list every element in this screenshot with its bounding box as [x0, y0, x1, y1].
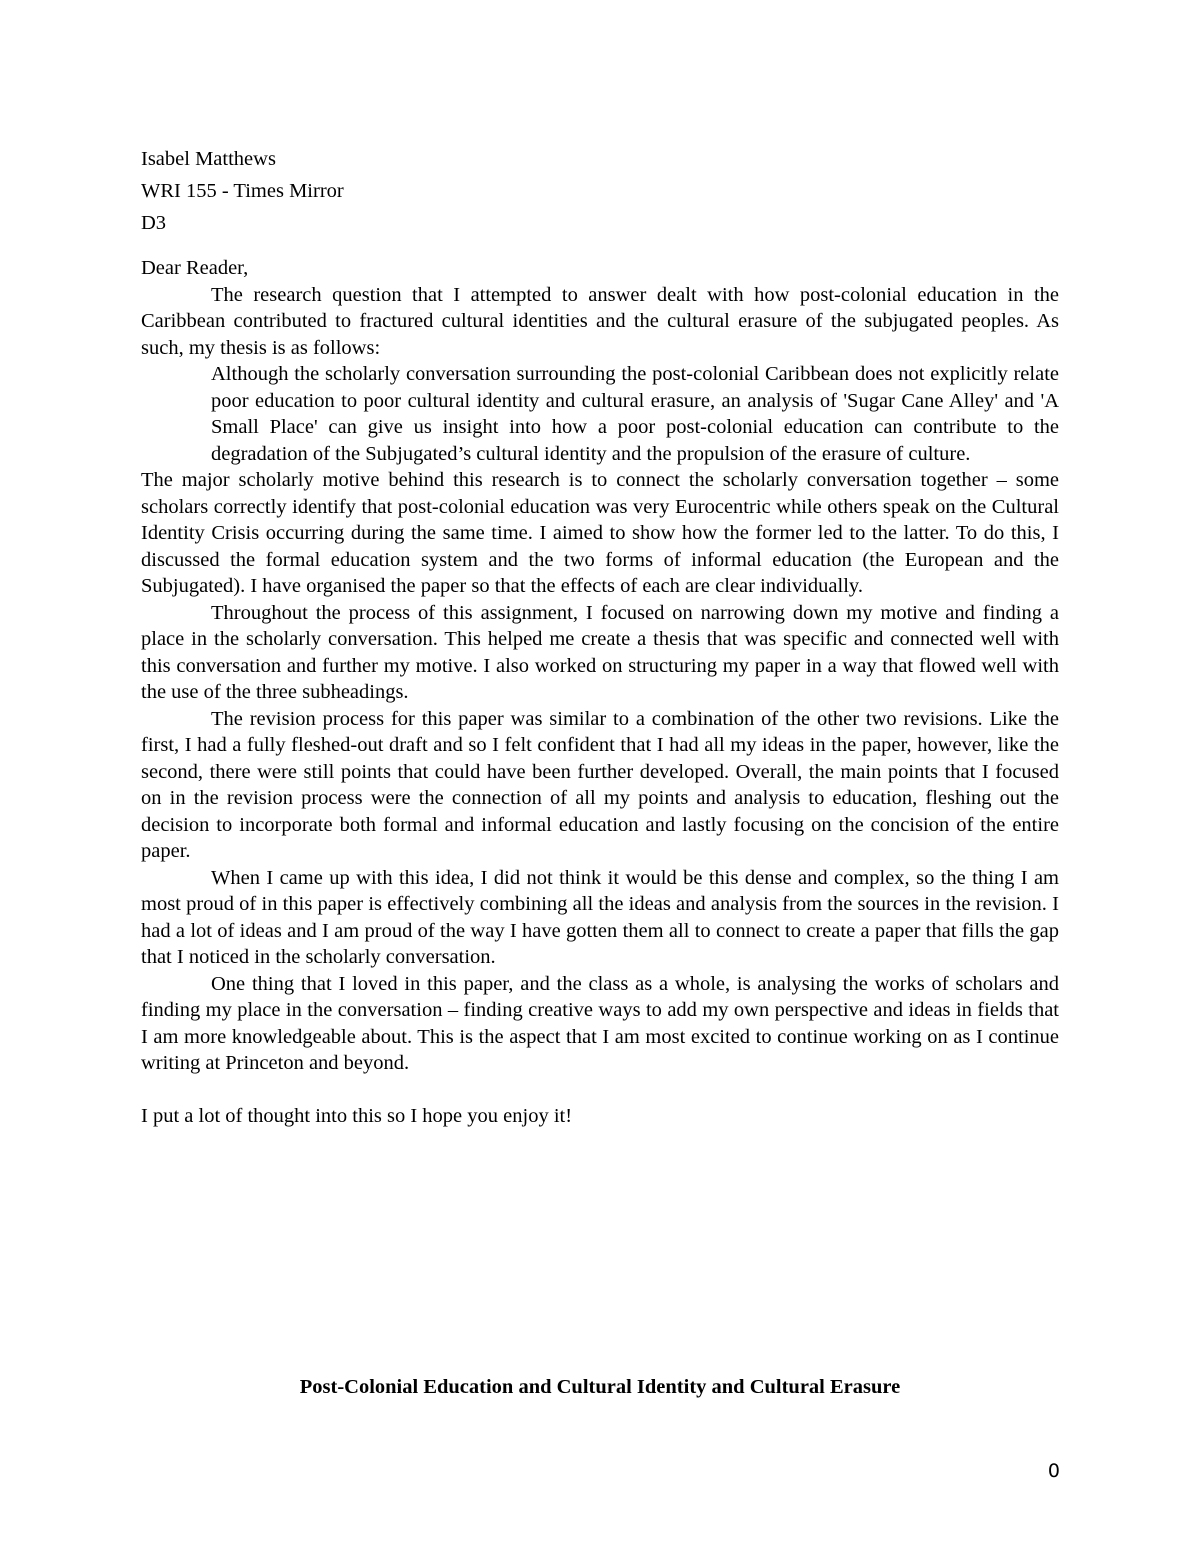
intro-paragraph: The research question that I attempted to answer dealt with how post-colonial education in the Caribbean contributed to fractured cultural identities and the cultural erasure of the subjugated peoples. As such, my thesis is as follows:	[141, 283, 1059, 359]
motive-paragraph: The major scholarly motive behind this research is to connect the scholarly conversation together – some scholars correctly identify that post-colonial education was very Eurocentric while others speak on the Cultural Identity Crisis occurring during the same time. I aimed to show how the former led to the latter. To do this, I discussed the formal education system and the two forms of informal education (the European and the Subjugated). I have organised the paper so that the effects of each are clear individually.	[141, 469, 1059, 597]
page-number: 0	[1047, 1460, 1060, 1482]
process-paragraph: Throughout the process of this assignment, I focused on narrowing down my motive and finding a place in the scholarly conversation. This helped me create a thesis that was specific and connected well with this conversation and further my motive. I also worked on structuring my paper in a way that flowed well with the use of the three subheadings.	[141, 601, 1059, 703]
draft-label: D3	[141, 212, 167, 234]
proud-paragraph: When I came up with this idea, I did not think it would be this dense and complex, so the thing I am most proud of in this paper is effectively combining all the ideas and analysis from the sources in the revision. I had a lot of ideas and I am proud of the way I have gotten them all to connect to create a paper that fills the gap that I noticed in the scholarly conversation.	[141, 866, 1059, 968]
salutation: Dear Reader,	[141, 257, 249, 279]
revision-paragraph: The revision process for this paper was similar to a combination of the other two revisions. Like the first, I had a fully fleshed-out draft and so I felt confident that I had all my ideas in the paper, however, like the second, there were still points that could have been further developed. Overall, the main points that I focused on in the revision process were the connection of all my points and analysis to education, fleshing out the decision to incorporate both formal and informal education and lastly focusing on the concision of the entire paper.	[141, 707, 1059, 862]
paper-title: Post-Colonial Education and Cultural Identity and Cultural Erasure	[299, 1376, 901, 1398]
thesis-statement: Although the scholarly conversation surrounding the post-colonial Caribbean does not explicitly relate poor education to poor cultural identity and cultural erasure, an analysis of 'Sugar Cane Alley' and 'A Small Place' can give us insight into how a poor post-colonial education can contribute to the degradation of the Subjugated’s cultural identity and the propulsion of the erasure of culture.	[211, 363, 1059, 465]
letter-body	[141, 143, 1059, 1129]
loved-paragraph: One thing that I loved in this paper, and the class as a whole, is analysing the works of scholars and finding my place in the conversation – finding creative ways to add my own perspective and ideas in fields that I am more knowledgeable about. This is the aspect that I am most excited to continue working on as I continue writing at Princeton and beyond.	[141, 972, 1059, 1074]
course-line: WRI 155 - Times Mirror	[141, 180, 344, 202]
author-name: Isabel Matthews	[141, 148, 276, 170]
closing-line: I put a lot of thought into this so I hope you enjoy it!	[141, 1104, 573, 1127]
